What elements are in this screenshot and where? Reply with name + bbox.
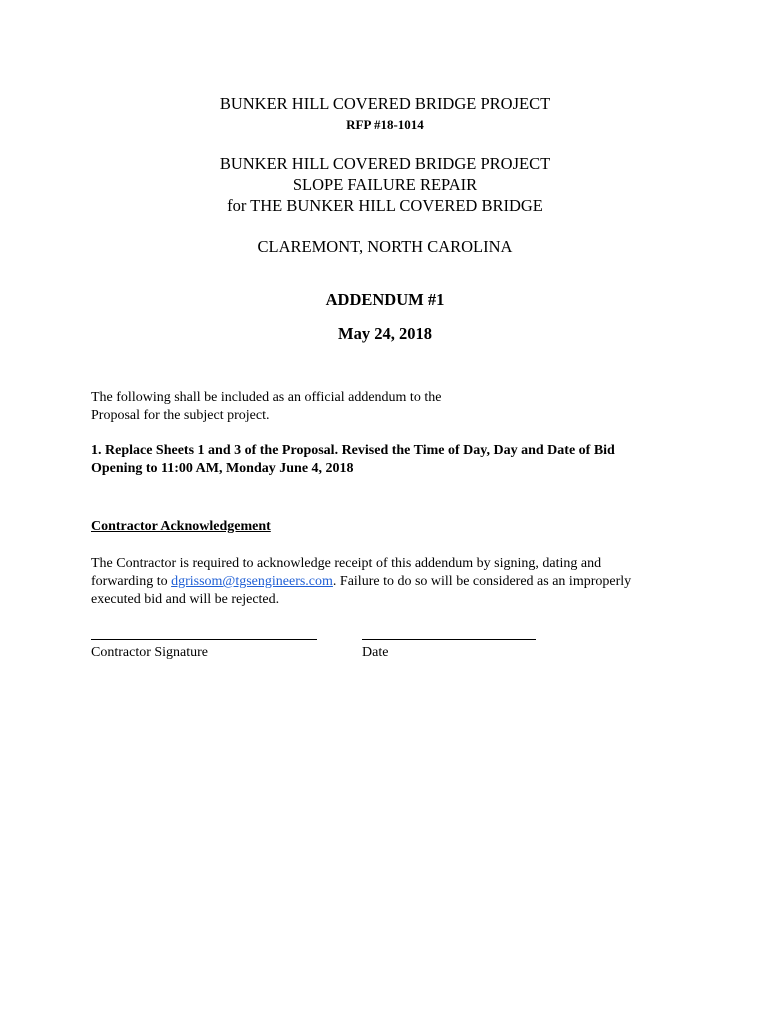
intro-paragraph [91,389,691,425]
project-description-line-3: for THE BUNKER HILL COVERED BRIDGE [227,196,543,215]
rfp-number: RFP #18-1014 [346,117,424,132]
intro-line-2: Proposal for the subject project. [91,408,270,423]
acknowledgement-line-2 [91,573,691,591]
project-description-line-2: SLOPE FAILURE REPAIR [292,175,478,194]
acknowledgement-line-2-prefix: forwarding to [91,574,172,589]
project-title: BUNKER HILL COVERED BRIDGE PROJECT [219,94,551,113]
addendum-item-1-line-1: 1. Replace Sheets 1 and 3 of the Proposal. Revised the Time of Day, Day and Date of Bid [91,443,615,458]
project-description [0,153,770,216]
email-link[interactable]: dgrissom@tgsengineers.com [171,574,333,589]
project-location: CLAREMONT, NORTH CAROLINA [257,237,513,256]
project-description-line-1: BUNKER HILL COVERED BRIDGE PROJECT [219,154,551,173]
addendum-item-1-line-2: Opening to 11:00 AM, Monday June 4, 2018 [91,461,354,476]
acknowledgement-paragraph [91,555,691,609]
addendum-date: May 24, 2018 [338,324,432,343]
acknowledgement-heading: Contractor Acknowledgement [91,519,271,534]
contractor-signature-label: Contractor Signature [91,645,209,660]
intro-line-1: The following shall be included as an official addendum to the [91,390,442,405]
date-line [362,639,536,640]
acknowledgement-line-2-suffix: . Failure to do so will be considered as an improperly [332,574,632,589]
acknowledgement-line-1: The Contractor is required to acknowledge receipt of this addendum by signing, dating and [91,556,602,571]
addendum-title: ADDENDUM #1 [325,290,445,309]
date-label: Date [362,645,389,660]
addendum-item-1 [91,442,691,478]
acknowledgement-line-3: executed bid and will be rejected. [91,592,280,607]
contractor-signature-line [91,639,317,640]
